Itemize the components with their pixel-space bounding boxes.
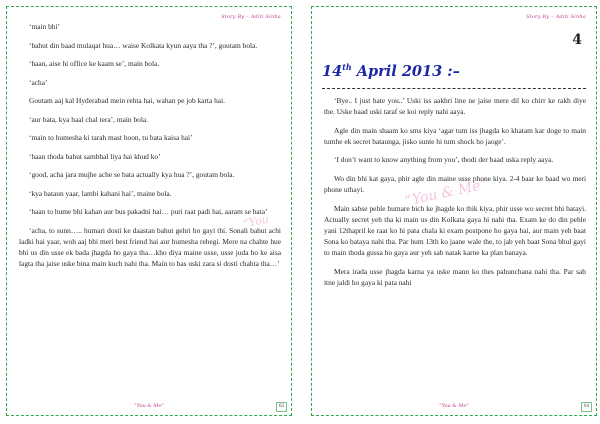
paragraph: ‘kya bataun yaar, lambi kahani hai’, maine bola. (29, 188, 172, 198)
paragraph: ‘main bhi’ (29, 22, 60, 31)
paragraph: Agle din main shaam ko sms kiya ‘agar tum iss jhagda ko khatam kar doge to main tumhe ek secret bataunga, jisko sunte hi tum shock ho jaoge’. (324, 125, 586, 146)
paragraph: ‘acha’ (29, 77, 48, 87)
paragraph: ‘Bye.. I just hate you..’ Uski iss aakhri line ne jaise mere dil ko chirr ke rakh diye the. Uske baad uski taraf se koi reply nahi aaya. (324, 96, 586, 117)
chapter-title-suffix: th (342, 62, 352, 72)
paragraph: Main sabse pehle humare bich ke jhagde ko thik kiya, phir usse wo secret bhi batayi. Actually secret yeh tha ki main us din Kolkata gaya hi nahi tha. Exam ke do din pehle yani 12thapril ke raat ko hi pata chala ki exam postpone ho gaya hai, aur main yeh baat Sona ko bataya nahi tha. Par hum 13th ko jaane wale the, to jab yeh baat Sona bhul gayi to main thoda gussa ho gaya aur yeh sab natak karne ka plan banaya. (324, 203, 586, 258)
paragraph: ‘main to humesha ki tarah mast hoon, tu bata kaisa hai’ (29, 133, 193, 142)
chapter-number: 4 (572, 32, 582, 48)
paragraph: ‘haan thoda bahut sambhal liya hai khud ko’ (29, 151, 161, 161)
paragraph: ‘haan, aise hi office ke kaam se’, main bola. (29, 59, 160, 68)
paragraph: ‘acha, to sunn….. humari dosti ke daastan bahut gehri ho gayi thi. Sonali bahut achi ladki hai yaar, woh aaj bhi meri best friend hai aur humesha rehegi. Mere na chahte hue bhi us din usse ek bada jhagda ho gaya tha…kho diya maine usse, usse juda ho ke aisa lagta tha jaise uske bina main kuch nahi tha. Main to bas uski zara si dosti chahta tha…’ (19, 225, 281, 269)
title-divider (322, 88, 586, 89)
paragraph: Goutam aaj kal Hyderabad mein rehta hai, wahan pe job karta hai. (29, 96, 225, 105)
right-page (311, 6, 597, 416)
paragraph: Mera irada usse jhagda karna ya uske mann ko thes pahunchana nahi tha. Par sab itne jaldi ho gaya ki pata nahi (324, 266, 586, 288)
page-number: 64 (581, 402, 592, 412)
paragraph: ‘bahut din baad mulaqat hua… waise Kolkata kyun aaya tha ?’, goutam bola. (29, 40, 258, 50)
paragraph: Wo din bhi kat gaya, phir agle din maine usse phone kiya. 2-4 baar ke baad wo meri phone uthayi. (324, 173, 586, 195)
page-number: 63 (276, 402, 287, 412)
left-page (6, 6, 292, 416)
paragraph: ‘good, acha jara mujhe ache se bata actually kya hua ?’, goutam bola. (29, 170, 235, 179)
chapter-title (322, 62, 460, 80)
watermark: “You (241, 212, 271, 231)
right-page-body (324, 95, 586, 296)
paragraph: ‘I don’t want to know anything from you’, thodi der baad uska reply aaya. (334, 155, 554, 165)
left-page-body (19, 21, 281, 277)
footer-credit: "You & Me" (439, 403, 469, 409)
paragraph: ‘aur bata, kya haal chal tera’, main bola. (29, 114, 149, 124)
chapter-title-rest: April 2013 :– (351, 62, 460, 80)
header-credit: Story By – Aditi Sinha (526, 14, 586, 20)
paragraph: ‘haan to hume bhi kahan aur bus pakadni hai… puri raat padi hai, aaram se bata’ (29, 207, 268, 216)
footer-credit: "You & Me" (134, 403, 164, 409)
watermark: “You & Me” (403, 176, 489, 210)
chapter-title-day: 14 (322, 62, 343, 80)
header-credit: Story By – Aditi Sinha (221, 14, 281, 20)
